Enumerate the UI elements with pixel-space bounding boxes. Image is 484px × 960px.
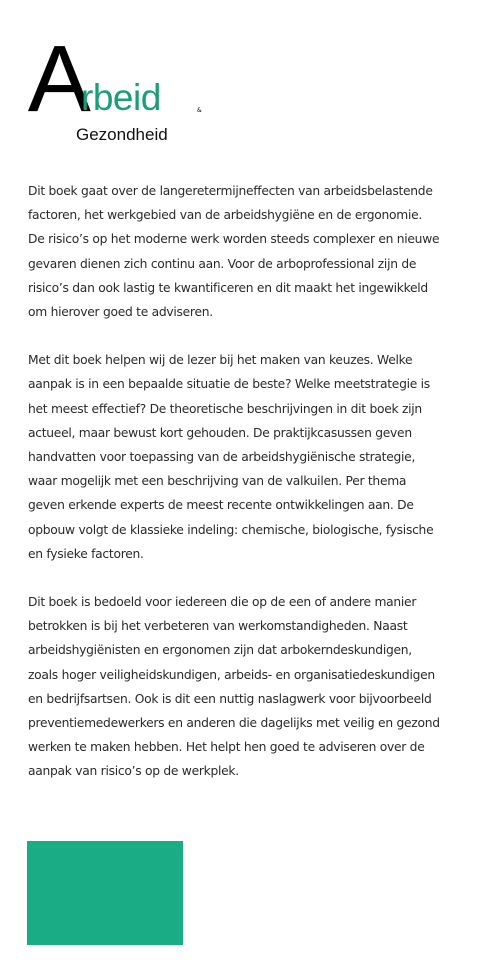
text-line: om hierover goed te adviseren. [28,305,213,320]
paragraph-1 [28,179,468,324]
text-line: Dit boek is bedoeld voor iedereen die op de een of andere manier [28,595,417,610]
text-line: actueel, maar bewust kort gehouden. De praktijkcasussen geven [28,425,412,440]
text-line: aanpak van risico’s op de werkplek. [28,764,239,779]
text-line: werken te maken hebben. Het helpt hen goed te adviseren over de [28,740,425,755]
text-line: het meest effectief? De theoretische beschrijvingen in dit boek zijn [28,401,422,416]
text-line: De risico’s op het moderne werk worden steeds complexer en nieuwe [28,232,440,247]
text-line: aanpak is in een bepaalde situatie de beste? Welke meetstrategie is [28,377,430,392]
text-line: geven erkende experts de meest recente ontwikkelingen aan. De [28,498,414,513]
logo-word: rbeid [81,77,161,118]
logo-subtitle: Gezondheid [76,125,168,144]
logo-letter-a: A [28,26,89,131]
text-line: arbeidshygiënisten en ergonomen zijn dat arbokerndeskundigen, [28,643,412,658]
body-text [28,179,468,808]
text-line: preventiemedewerkers en anderen die dagelijks met veilig en gezond [28,716,440,731]
logo-ampersand: & [197,107,202,114]
text-line: en fysieke factoren. [28,546,144,561]
text-line: opbouw volgt de klassieke indeling: chemische, biologische, fysische [28,522,434,537]
text-line: waar mogelijk met een beschrijving van de valkuilen. Per thema [28,474,407,489]
text-line: en bedrijfsartsen. Ook is dit een nuttig naslagwerk voor bijvoorbeeld [28,691,432,706]
green-color-block [27,841,183,945]
text-line: risico’s dan ook lastig te kwantificeren en dit maakt het ingewikkeld [28,280,428,295]
text-line: factoren, het werkgebied van de arbeidshygiëne en de ergonomie. [28,208,423,223]
text-line: Met dit boek helpen wij de lezer bij het maken van keuzes. Welke [28,353,413,368]
paragraph-3 [28,590,468,784]
logo [28,26,228,148]
text-line: betrokken is bij het verbeteren van werkomstandigheden. Naast [28,619,408,634]
text-line: gevaren dienen zich continu aan. Voor de arboprofessional zijn de [28,256,417,271]
text-line: zoals hoger veiligheidskundigen, arbeids- en organisatiedeskundigen [28,667,435,682]
text-line: Dit boek gaat over de langeretermijneffecten van arbeidsbelastende [28,184,433,198]
text-line: handvatten voor toepassing van de arbeidshygiënische strategie, [28,450,416,465]
paragraph-2 [28,348,468,566]
